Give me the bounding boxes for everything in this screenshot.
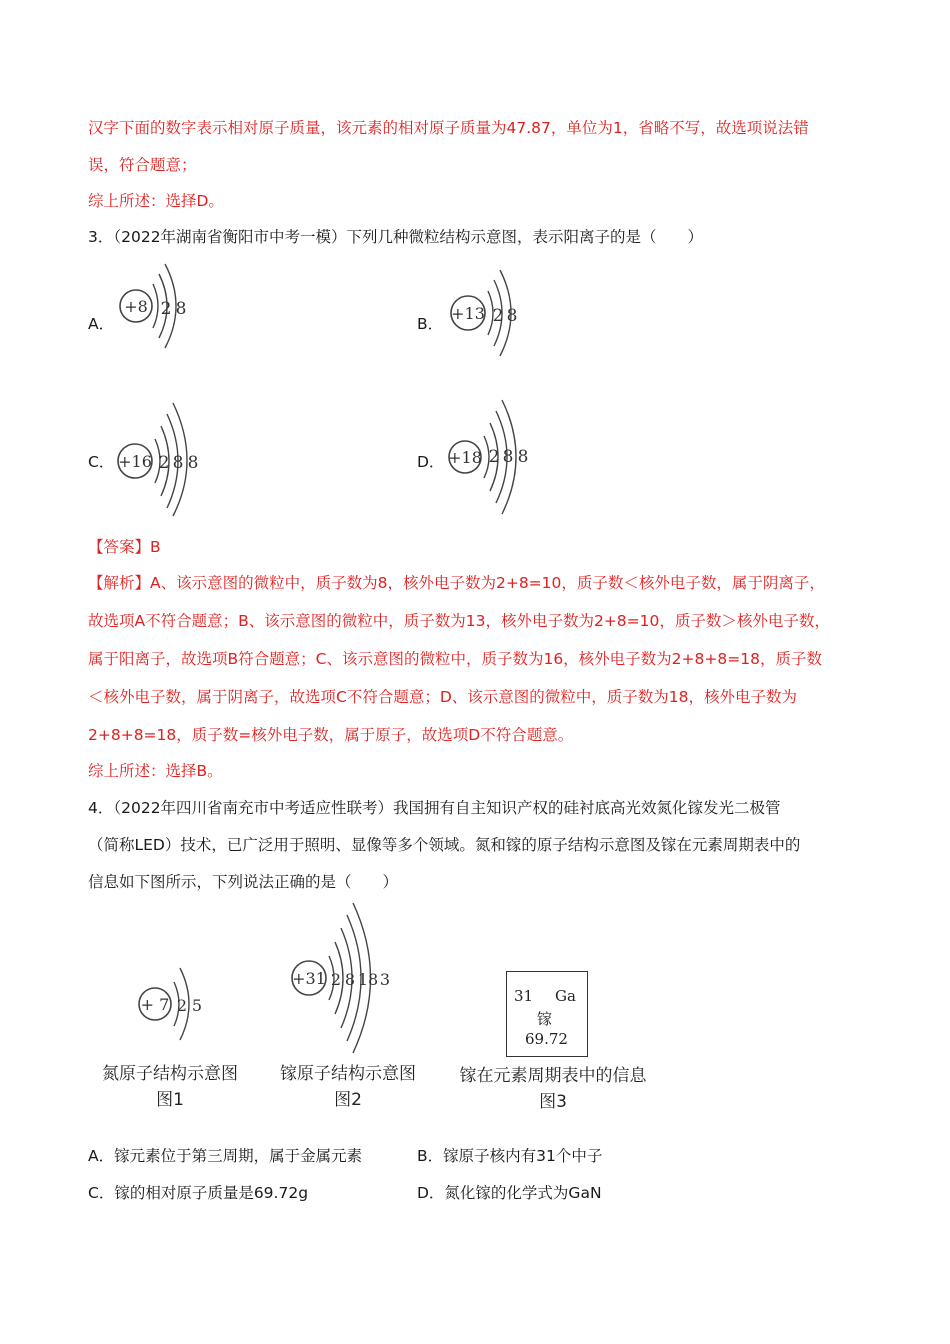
q3-analysis-line-2: 故选项A不符合题意；B、该示意图的微粒中，质子数为13，核外电子数为2+8=10，质子数＞核外电子数， xyxy=(88,612,830,630)
q4-option-c: C．镓的相对原子质量是69.72g xyxy=(88,1184,309,1202)
q3-analysis-line-4: ＜核外电子数，属于阴离子，故选项C不符合题意；D、该示意图的微粒中，质子数为18，核外电子数为 xyxy=(88,688,797,706)
q3-summary: 综上所述：选择B。 xyxy=(88,762,223,780)
shell-1-electrons: 2 xyxy=(492,306,504,326)
figure-3-caption: 镓在元素周期表中的信息 xyxy=(459,1066,647,1086)
q3-option-d-label: D． xyxy=(417,453,445,471)
q4-option-a: A．镓元素位于第三周期，属于金属元素 xyxy=(88,1147,363,1165)
question-4-stem-line-3: 信息如下图所示，下列说法正确的是（ ） xyxy=(88,873,399,891)
q4-option-d: D．氮化镓的化学式为GaN xyxy=(417,1184,602,1202)
shell-1-electrons: 2 xyxy=(330,970,342,989)
q3-answer: 【答案】B xyxy=(88,538,161,556)
explanation-summary: 综上所述：选择D。 xyxy=(88,192,224,210)
shell-3-electrons: 8 xyxy=(517,447,529,467)
nucleus-charge: +16 xyxy=(118,452,152,471)
figure-2-label: 图2 xyxy=(334,1090,362,1110)
q3-option-b-label: B． xyxy=(417,315,444,333)
shell-4-electrons: 3 xyxy=(379,970,391,989)
q3-option-a-diagram xyxy=(115,262,225,357)
element-symbol: Ga xyxy=(555,987,576,1005)
atomic-mass: 69.72 xyxy=(525,1030,568,1048)
question-4-stem-line-1: 4．（2022年四川省南充市中考适应性联考）我国拥有自主知识产权的硅衬底高光效氮化镓发光二极管 xyxy=(88,799,781,817)
shell-2-electrons: 8 xyxy=(172,453,184,473)
figure-3-label: 图3 xyxy=(539,1092,567,1112)
shell-1-electrons: 2 xyxy=(488,447,500,467)
shell-3-electrons: 18 xyxy=(357,970,379,989)
figure-2-caption: 镓原子结构示意图 xyxy=(280,1064,416,1084)
q3-analysis-line-5: 2+8+8=18，质子数=核外电子数，属于原子，故选项D不符合题意。 xyxy=(88,726,574,744)
periodic-table-cell xyxy=(506,971,588,1057)
question-3-stem: 3．（2022年湖南省衡阳市中考一模）下列几种微粒结构示意图，表示阳离子的是（ ） xyxy=(88,228,704,246)
explanation-line-2: 误，符合题意； xyxy=(88,156,197,174)
shell-3-electrons: 8 xyxy=(187,453,199,473)
shell-1-electrons: 2 xyxy=(160,299,172,319)
figure-1-caption: 氮原子结构示意图 xyxy=(102,1064,238,1084)
gallium-atom-diagram xyxy=(290,906,405,1051)
q3-option-b-diagram xyxy=(448,268,558,363)
nucleus-charge: +8 xyxy=(124,297,148,316)
shell-1-electrons: 2 xyxy=(176,996,188,1015)
q3-option-d-diagram xyxy=(448,400,558,515)
q3-analysis-line-1: 【解析】A、该示意图的微粒中，质子数为8，核外电子数为2+8=10，质子数＜核外电子数，属于阴离子， xyxy=(88,574,825,592)
shell-2-electrons: 8 xyxy=(175,299,187,319)
shell-2-electrons: 8 xyxy=(506,306,518,326)
shell-2-electrons: 5 xyxy=(191,996,203,1015)
nucleus-charge: +31 xyxy=(292,969,326,988)
question-4-stem-line-2: （简称LED）技术，已广泛用于照明、显像等多个领域。氮和镓的原子结构示意图及镓在元素周期表中的 xyxy=(88,836,801,854)
nitrogen-atom-diagram xyxy=(136,962,226,1052)
q3-option-a-label: A． xyxy=(88,315,115,333)
element-name: 镓 xyxy=(537,1010,553,1028)
q3-option-c-label: C． xyxy=(88,453,115,471)
nucleus-charge: +18 xyxy=(448,448,482,467)
shell-2-electrons: 8 xyxy=(502,447,514,467)
shell-2-electrons: 8 xyxy=(344,970,356,989)
atomic-number: 31 xyxy=(514,987,534,1005)
nucleus-charge: + 7 xyxy=(140,995,170,1014)
q3-analysis-line-3: 属于阳离子，故选项B符合题意；C、该示意图的微粒中，质子数为16，核外电子数为2+8+8=18，质子数 xyxy=(88,650,822,668)
nucleus-charge: +13 xyxy=(451,304,485,323)
explanation-line-1: 汉字下面的数字表示相对原子质量，该元素的相对原子质量为47.87，单位为1，省略不写，故选项说法错 xyxy=(88,119,809,137)
q3-option-c-diagram xyxy=(115,402,225,517)
q4-option-b: B．镓原子核内有31个中子 xyxy=(417,1147,603,1165)
shell-1-electrons: 2 xyxy=(158,453,170,473)
figure-1-label: 图1 xyxy=(156,1090,184,1110)
